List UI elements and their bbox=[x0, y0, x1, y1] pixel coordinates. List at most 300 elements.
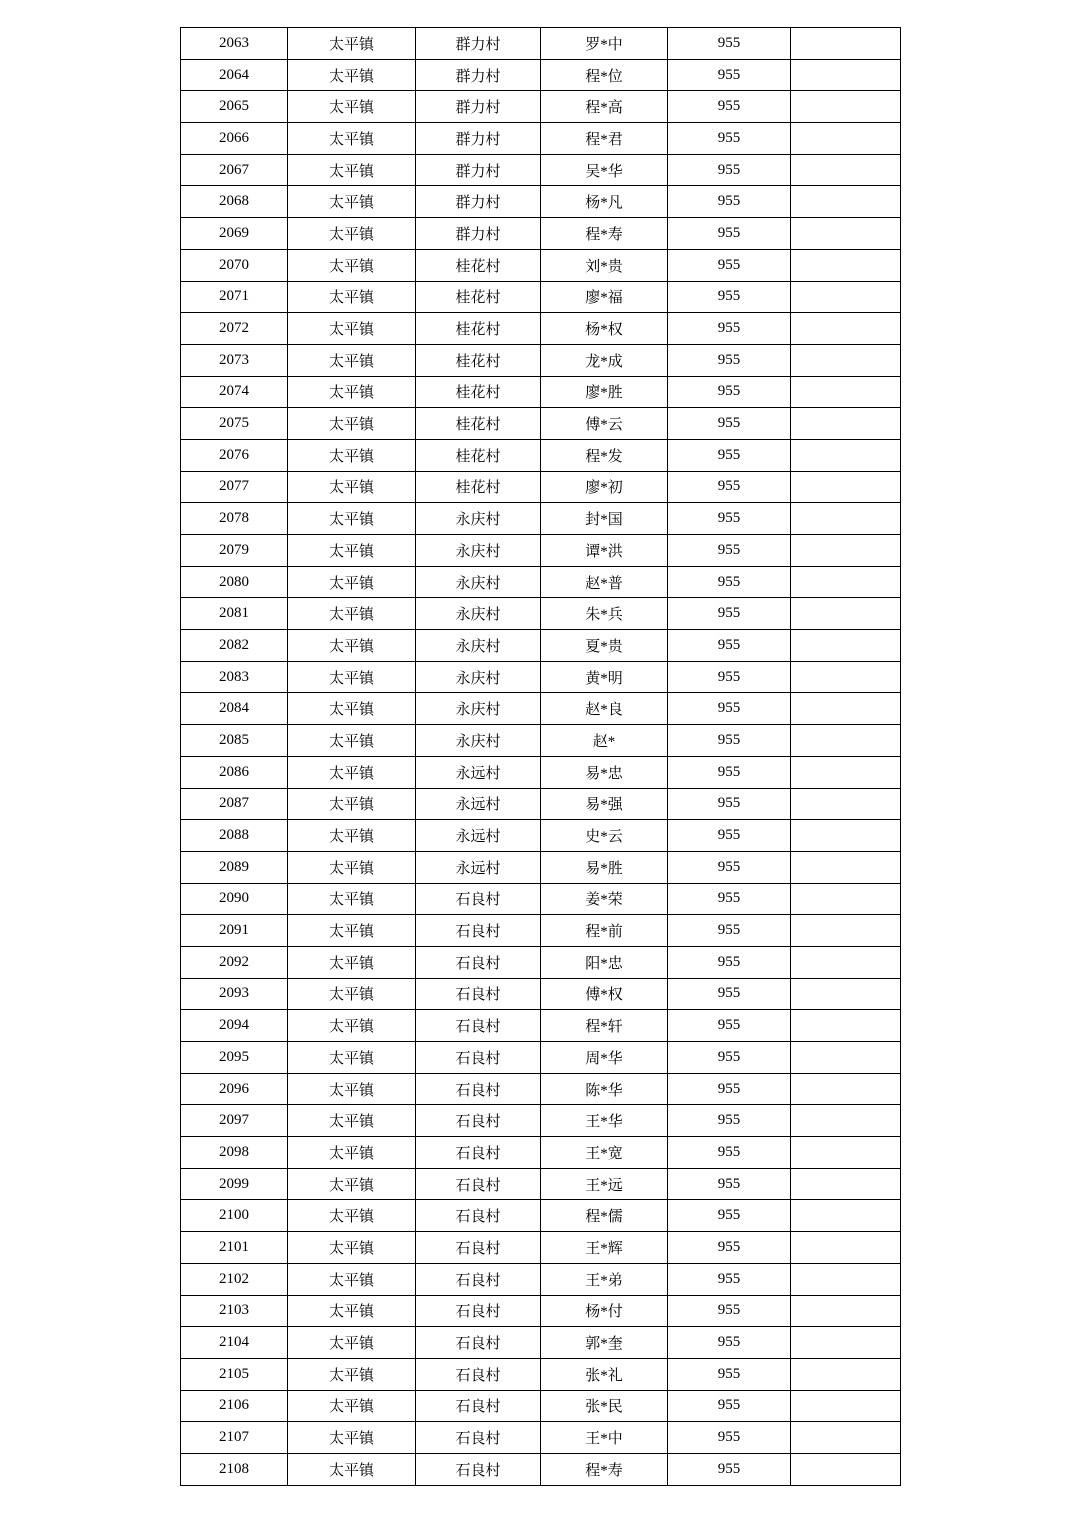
cell-town: 太平镇 bbox=[288, 788, 416, 820]
cell-serial-number: 2098 bbox=[181, 1137, 288, 1169]
cell-masked-name: 王*辉 bbox=[541, 1232, 668, 1264]
cell-serial-number: 2092 bbox=[181, 946, 288, 978]
table-row bbox=[181, 1073, 901, 1105]
cell-village: 永庆村 bbox=[416, 535, 541, 567]
table-row bbox=[181, 28, 901, 60]
cell-serial-number: 2093 bbox=[181, 978, 288, 1010]
cell-town: 太平镇 bbox=[288, 91, 416, 123]
cell-note bbox=[791, 1200, 901, 1232]
cell-serial-number: 2106 bbox=[181, 1390, 288, 1422]
cell-amount: 955 bbox=[668, 439, 791, 471]
cell-amount: 955 bbox=[668, 788, 791, 820]
cell-village: 永庆村 bbox=[416, 661, 541, 693]
cell-note bbox=[791, 249, 901, 281]
cell-masked-name: 程*高 bbox=[541, 91, 668, 123]
table-row bbox=[181, 503, 901, 535]
cell-town: 太平镇 bbox=[288, 630, 416, 662]
cell-masked-name: 程*寿 bbox=[541, 218, 668, 250]
cell-serial-number: 2103 bbox=[181, 1295, 288, 1327]
cell-town: 太平镇 bbox=[288, 1358, 416, 1390]
cell-amount: 955 bbox=[668, 1422, 791, 1454]
cell-amount: 955 bbox=[668, 1453, 791, 1485]
cell-note bbox=[791, 1168, 901, 1200]
cell-town: 太平镇 bbox=[288, 1295, 416, 1327]
cell-amount: 955 bbox=[668, 756, 791, 788]
cell-town: 太平镇 bbox=[288, 915, 416, 947]
cell-masked-name: 郭*奎 bbox=[541, 1327, 668, 1359]
cell-amount: 955 bbox=[668, 344, 791, 376]
cell-note bbox=[791, 788, 901, 820]
cell-village: 桂花村 bbox=[416, 471, 541, 503]
cell-note bbox=[791, 1263, 901, 1295]
table-row bbox=[181, 313, 901, 345]
cell-village: 石良村 bbox=[416, 1295, 541, 1327]
table-row bbox=[181, 661, 901, 693]
cell-amount: 955 bbox=[668, 1073, 791, 1105]
cell-note bbox=[791, 1105, 901, 1137]
cell-village: 石良村 bbox=[416, 1105, 541, 1137]
cell-amount: 955 bbox=[668, 408, 791, 440]
cell-amount: 955 bbox=[668, 566, 791, 598]
cell-masked-name: 谭*洪 bbox=[541, 535, 668, 567]
table-row bbox=[181, 535, 901, 567]
cell-amount: 955 bbox=[668, 820, 791, 852]
cell-town: 太平镇 bbox=[288, 535, 416, 567]
cell-town: 太平镇 bbox=[288, 123, 416, 155]
cell-village: 石良村 bbox=[416, 1137, 541, 1169]
cell-village: 永庆村 bbox=[416, 566, 541, 598]
cell-note bbox=[791, 820, 901, 852]
cell-serial-number: 2063 bbox=[181, 28, 288, 60]
cell-village: 永远村 bbox=[416, 788, 541, 820]
table-row bbox=[181, 1137, 901, 1169]
table-row bbox=[181, 756, 901, 788]
cell-note bbox=[791, 1327, 901, 1359]
cell-village: 群力村 bbox=[416, 186, 541, 218]
cell-amount: 955 bbox=[668, 598, 791, 630]
cell-amount: 955 bbox=[668, 1168, 791, 1200]
cell-serial-number: 2071 bbox=[181, 281, 288, 313]
cell-note bbox=[791, 851, 901, 883]
cell-masked-name: 杨*凡 bbox=[541, 186, 668, 218]
table-row bbox=[181, 598, 901, 630]
cell-serial-number: 2085 bbox=[181, 725, 288, 757]
table-row bbox=[181, 376, 901, 408]
cell-note bbox=[791, 123, 901, 155]
cell-masked-name: 阳*忠 bbox=[541, 946, 668, 978]
cell-amount: 955 bbox=[668, 28, 791, 60]
cell-serial-number: 2068 bbox=[181, 186, 288, 218]
cell-village: 石良村 bbox=[416, 1073, 541, 1105]
cell-town: 太平镇 bbox=[288, 313, 416, 345]
cell-note bbox=[791, 1295, 901, 1327]
cell-serial-number: 2102 bbox=[181, 1263, 288, 1295]
cell-town: 太平镇 bbox=[288, 566, 416, 598]
table-row bbox=[181, 630, 901, 662]
cell-note bbox=[791, 693, 901, 725]
cell-serial-number: 2072 bbox=[181, 313, 288, 345]
cell-serial-number: 2087 bbox=[181, 788, 288, 820]
cell-serial-number: 2107 bbox=[181, 1422, 288, 1454]
cell-village: 群力村 bbox=[416, 123, 541, 155]
cell-serial-number: 2065 bbox=[181, 91, 288, 123]
cell-serial-number: 2096 bbox=[181, 1073, 288, 1105]
cell-note bbox=[791, 915, 901, 947]
cell-note bbox=[791, 59, 901, 91]
cell-town: 太平镇 bbox=[288, 725, 416, 757]
cell-village: 桂花村 bbox=[416, 439, 541, 471]
cell-note bbox=[791, 471, 901, 503]
cell-village: 永庆村 bbox=[416, 630, 541, 662]
table-row bbox=[181, 344, 901, 376]
cell-masked-name: 程*位 bbox=[541, 59, 668, 91]
cell-town: 太平镇 bbox=[288, 503, 416, 535]
table-row bbox=[181, 1263, 901, 1295]
cell-town: 太平镇 bbox=[288, 820, 416, 852]
cell-serial-number: 2104 bbox=[181, 1327, 288, 1359]
cell-masked-name: 龙*成 bbox=[541, 344, 668, 376]
cell-amount: 955 bbox=[668, 1042, 791, 1074]
table-row bbox=[181, 820, 901, 852]
table-row bbox=[181, 186, 901, 218]
cell-village: 石良村 bbox=[416, 1200, 541, 1232]
table-row bbox=[181, 788, 901, 820]
cell-serial-number: 2081 bbox=[181, 598, 288, 630]
cell-note bbox=[791, 756, 901, 788]
cell-note bbox=[791, 313, 901, 345]
cell-masked-name: 王*宽 bbox=[541, 1137, 668, 1169]
cell-serial-number: 2100 bbox=[181, 1200, 288, 1232]
cell-serial-number: 2089 bbox=[181, 851, 288, 883]
cell-note bbox=[791, 1390, 901, 1422]
cell-note bbox=[791, 661, 901, 693]
cell-serial-number: 2095 bbox=[181, 1042, 288, 1074]
table-row bbox=[181, 408, 901, 440]
cell-village: 永庆村 bbox=[416, 598, 541, 630]
cell-village: 永庆村 bbox=[416, 503, 541, 535]
cell-note bbox=[791, 978, 901, 1010]
table-row bbox=[181, 1295, 901, 1327]
cell-serial-number: 2080 bbox=[181, 566, 288, 598]
cell-masked-name: 张*民 bbox=[541, 1390, 668, 1422]
cell-masked-name: 程*儒 bbox=[541, 1200, 668, 1232]
cell-village: 石良村 bbox=[416, 1168, 541, 1200]
cell-village: 石良村 bbox=[416, 1010, 541, 1042]
cell-town: 太平镇 bbox=[288, 28, 416, 60]
cell-masked-name: 王*华 bbox=[541, 1105, 668, 1137]
cell-amount: 955 bbox=[668, 186, 791, 218]
cell-note bbox=[791, 535, 901, 567]
cell-town: 太平镇 bbox=[288, 883, 416, 915]
cell-town: 太平镇 bbox=[288, 439, 416, 471]
cell-serial-number: 2074 bbox=[181, 376, 288, 408]
table-row bbox=[181, 1358, 901, 1390]
cell-village: 石良村 bbox=[416, 1042, 541, 1074]
cell-village: 永庆村 bbox=[416, 725, 541, 757]
cell-amount: 955 bbox=[668, 535, 791, 567]
cell-masked-name: 程*前 bbox=[541, 915, 668, 947]
cell-town: 太平镇 bbox=[288, 1073, 416, 1105]
cell-village: 石良村 bbox=[416, 1263, 541, 1295]
cell-town: 太平镇 bbox=[288, 1010, 416, 1042]
cell-town: 太平镇 bbox=[288, 1232, 416, 1264]
cell-masked-name: 廖*福 bbox=[541, 281, 668, 313]
cell-village: 石良村 bbox=[416, 1422, 541, 1454]
cell-village: 桂花村 bbox=[416, 344, 541, 376]
cell-note bbox=[791, 1453, 901, 1485]
cell-masked-name: 黄*明 bbox=[541, 661, 668, 693]
cell-village: 桂花村 bbox=[416, 281, 541, 313]
cell-masked-name: 王*弟 bbox=[541, 1263, 668, 1295]
cell-town: 太平镇 bbox=[288, 978, 416, 1010]
cell-village: 石良村 bbox=[416, 1232, 541, 1264]
cell-masked-name: 姜*荣 bbox=[541, 883, 668, 915]
cell-amount: 955 bbox=[668, 693, 791, 725]
cell-village: 永远村 bbox=[416, 820, 541, 852]
cell-town: 太平镇 bbox=[288, 946, 416, 978]
cell-masked-name: 封*国 bbox=[541, 503, 668, 535]
cell-masked-name: 朱*兵 bbox=[541, 598, 668, 630]
data-table bbox=[180, 27, 901, 1486]
cell-amount: 955 bbox=[668, 123, 791, 155]
cell-masked-name: 易*强 bbox=[541, 788, 668, 820]
cell-serial-number: 2064 bbox=[181, 59, 288, 91]
cell-serial-number: 2067 bbox=[181, 154, 288, 186]
cell-masked-name: 刘*贵 bbox=[541, 249, 668, 281]
cell-note bbox=[791, 566, 901, 598]
cell-note bbox=[791, 408, 901, 440]
table-row bbox=[181, 1390, 901, 1422]
cell-masked-name: 周*华 bbox=[541, 1042, 668, 1074]
cell-masked-name: 罗*中 bbox=[541, 28, 668, 60]
cell-serial-number: 2099 bbox=[181, 1168, 288, 1200]
cell-amount: 955 bbox=[668, 978, 791, 1010]
cell-serial-number: 2091 bbox=[181, 915, 288, 947]
cell-town: 太平镇 bbox=[288, 154, 416, 186]
cell-serial-number: 2082 bbox=[181, 630, 288, 662]
cell-village: 桂花村 bbox=[416, 313, 541, 345]
cell-serial-number: 2108 bbox=[181, 1453, 288, 1485]
cell-village: 群力村 bbox=[416, 28, 541, 60]
cell-note bbox=[791, 503, 901, 535]
table-row bbox=[181, 1042, 901, 1074]
table-row bbox=[181, 281, 901, 313]
cell-serial-number: 2078 bbox=[181, 503, 288, 535]
cell-amount: 955 bbox=[668, 91, 791, 123]
cell-masked-name: 程*发 bbox=[541, 439, 668, 471]
cell-note bbox=[791, 883, 901, 915]
cell-town: 太平镇 bbox=[288, 281, 416, 313]
cell-amount: 955 bbox=[668, 1105, 791, 1137]
cell-note bbox=[791, 1358, 901, 1390]
cell-serial-number: 2090 bbox=[181, 883, 288, 915]
cell-village: 桂花村 bbox=[416, 249, 541, 281]
cell-note bbox=[791, 28, 901, 60]
cell-town: 太平镇 bbox=[288, 218, 416, 250]
table-row bbox=[181, 725, 901, 757]
cell-town: 太平镇 bbox=[288, 1137, 416, 1169]
table-row bbox=[181, 1010, 901, 1042]
cell-note bbox=[791, 946, 901, 978]
cell-town: 太平镇 bbox=[288, 756, 416, 788]
cell-masked-name: 赵* bbox=[541, 725, 668, 757]
cell-serial-number: 2069 bbox=[181, 218, 288, 250]
cell-masked-name: 王*远 bbox=[541, 1168, 668, 1200]
cell-note bbox=[791, 1232, 901, 1264]
cell-town: 太平镇 bbox=[288, 1105, 416, 1137]
table-row bbox=[181, 978, 901, 1010]
cell-masked-name: 张*礼 bbox=[541, 1358, 668, 1390]
cell-serial-number: 2066 bbox=[181, 123, 288, 155]
cell-town: 太平镇 bbox=[288, 1042, 416, 1074]
table-row bbox=[181, 1105, 901, 1137]
cell-village: 桂花村 bbox=[416, 408, 541, 440]
cell-town: 太平镇 bbox=[288, 1200, 416, 1232]
cell-amount: 955 bbox=[668, 1200, 791, 1232]
cell-village: 永远村 bbox=[416, 756, 541, 788]
cell-village: 桂花村 bbox=[416, 376, 541, 408]
cell-note bbox=[791, 281, 901, 313]
cell-serial-number: 2077 bbox=[181, 471, 288, 503]
cell-masked-name: 傅*权 bbox=[541, 978, 668, 1010]
cell-amount: 955 bbox=[668, 1232, 791, 1264]
cell-amount: 955 bbox=[668, 376, 791, 408]
cell-masked-name: 程*君 bbox=[541, 123, 668, 155]
cell-serial-number: 2101 bbox=[181, 1232, 288, 1264]
cell-note bbox=[791, 1422, 901, 1454]
table-row bbox=[181, 1422, 901, 1454]
table-row bbox=[181, 91, 901, 123]
cell-town: 太平镇 bbox=[288, 471, 416, 503]
table-row bbox=[181, 439, 901, 471]
cell-town: 太平镇 bbox=[288, 376, 416, 408]
cell-village: 永远村 bbox=[416, 851, 541, 883]
cell-amount: 955 bbox=[668, 630, 791, 662]
cell-amount: 955 bbox=[668, 661, 791, 693]
cell-note bbox=[791, 439, 901, 471]
cell-village: 石良村 bbox=[416, 946, 541, 978]
cell-amount: 955 bbox=[668, 883, 791, 915]
cell-amount: 955 bbox=[668, 725, 791, 757]
cell-note bbox=[791, 1137, 901, 1169]
cell-town: 太平镇 bbox=[288, 186, 416, 218]
cell-note bbox=[791, 1010, 901, 1042]
cell-village: 群力村 bbox=[416, 154, 541, 186]
table-row bbox=[181, 154, 901, 186]
cell-note bbox=[791, 1042, 901, 1074]
cell-masked-name: 赵*良 bbox=[541, 693, 668, 725]
cell-serial-number: 2079 bbox=[181, 535, 288, 567]
cell-note bbox=[791, 154, 901, 186]
cell-town: 太平镇 bbox=[288, 598, 416, 630]
cell-amount: 955 bbox=[668, 946, 791, 978]
cell-serial-number: 2075 bbox=[181, 408, 288, 440]
table-row bbox=[181, 218, 901, 250]
cell-serial-number: 2086 bbox=[181, 756, 288, 788]
cell-town: 太平镇 bbox=[288, 408, 416, 440]
table-row bbox=[181, 59, 901, 91]
cell-masked-name: 易*忠 bbox=[541, 756, 668, 788]
cell-serial-number: 2097 bbox=[181, 1105, 288, 1137]
cell-town: 太平镇 bbox=[288, 1263, 416, 1295]
cell-masked-name: 廖*胜 bbox=[541, 376, 668, 408]
cell-serial-number: 2094 bbox=[181, 1010, 288, 1042]
cell-amount: 955 bbox=[668, 218, 791, 250]
cell-town: 太平镇 bbox=[288, 693, 416, 725]
cell-masked-name: 赵*普 bbox=[541, 566, 668, 598]
cell-masked-name: 易*胜 bbox=[541, 851, 668, 883]
cell-note bbox=[791, 186, 901, 218]
cell-note bbox=[791, 344, 901, 376]
cell-note bbox=[791, 1073, 901, 1105]
cell-amount: 955 bbox=[668, 1010, 791, 1042]
cell-serial-number: 2073 bbox=[181, 344, 288, 376]
cell-amount: 955 bbox=[668, 1390, 791, 1422]
cell-amount: 955 bbox=[668, 1263, 791, 1295]
cell-masked-name: 傅*云 bbox=[541, 408, 668, 440]
cell-village: 群力村 bbox=[416, 91, 541, 123]
cell-town: 太平镇 bbox=[288, 851, 416, 883]
cell-masked-name: 程*寿 bbox=[541, 1453, 668, 1485]
cell-amount: 955 bbox=[668, 249, 791, 281]
cell-masked-name: 廖*初 bbox=[541, 471, 668, 503]
cell-town: 太平镇 bbox=[288, 661, 416, 693]
cell-amount: 955 bbox=[668, 503, 791, 535]
cell-amount: 955 bbox=[668, 1327, 791, 1359]
cell-amount: 955 bbox=[668, 59, 791, 91]
cell-note bbox=[791, 725, 901, 757]
cell-masked-name: 程*轩 bbox=[541, 1010, 668, 1042]
cell-amount: 955 bbox=[668, 1137, 791, 1169]
cell-serial-number: 2084 bbox=[181, 693, 288, 725]
table-row bbox=[181, 123, 901, 155]
cell-masked-name: 夏*贵 bbox=[541, 630, 668, 662]
cell-village: 群力村 bbox=[416, 218, 541, 250]
table-row bbox=[181, 249, 901, 281]
cell-masked-name: 陈*华 bbox=[541, 1073, 668, 1105]
cell-village: 石良村 bbox=[416, 1390, 541, 1422]
cell-note bbox=[791, 376, 901, 408]
table-row bbox=[181, 1200, 901, 1232]
cell-town: 太平镇 bbox=[288, 1327, 416, 1359]
cell-masked-name: 杨*付 bbox=[541, 1295, 668, 1327]
cell-village: 石良村 bbox=[416, 915, 541, 947]
cell-note bbox=[791, 598, 901, 630]
cell-note bbox=[791, 218, 901, 250]
table-row bbox=[181, 946, 901, 978]
table-row bbox=[181, 915, 901, 947]
table-row bbox=[181, 1168, 901, 1200]
cell-masked-name: 王*中 bbox=[541, 1422, 668, 1454]
cell-town: 太平镇 bbox=[288, 1422, 416, 1454]
table-row bbox=[181, 693, 901, 725]
cell-village: 石良村 bbox=[416, 883, 541, 915]
cell-amount: 955 bbox=[668, 1358, 791, 1390]
cell-masked-name: 史*云 bbox=[541, 820, 668, 852]
cell-amount: 955 bbox=[668, 281, 791, 313]
table-row bbox=[181, 883, 901, 915]
cell-village: 永庆村 bbox=[416, 693, 541, 725]
cell-town: 太平镇 bbox=[288, 59, 416, 91]
table-row bbox=[181, 1327, 901, 1359]
cell-amount: 955 bbox=[668, 154, 791, 186]
cell-serial-number: 2083 bbox=[181, 661, 288, 693]
cell-town: 太平镇 bbox=[288, 344, 416, 376]
cell-serial-number: 2076 bbox=[181, 439, 288, 471]
table-row bbox=[181, 1453, 901, 1485]
cell-amount: 955 bbox=[668, 313, 791, 345]
table-row bbox=[181, 566, 901, 598]
